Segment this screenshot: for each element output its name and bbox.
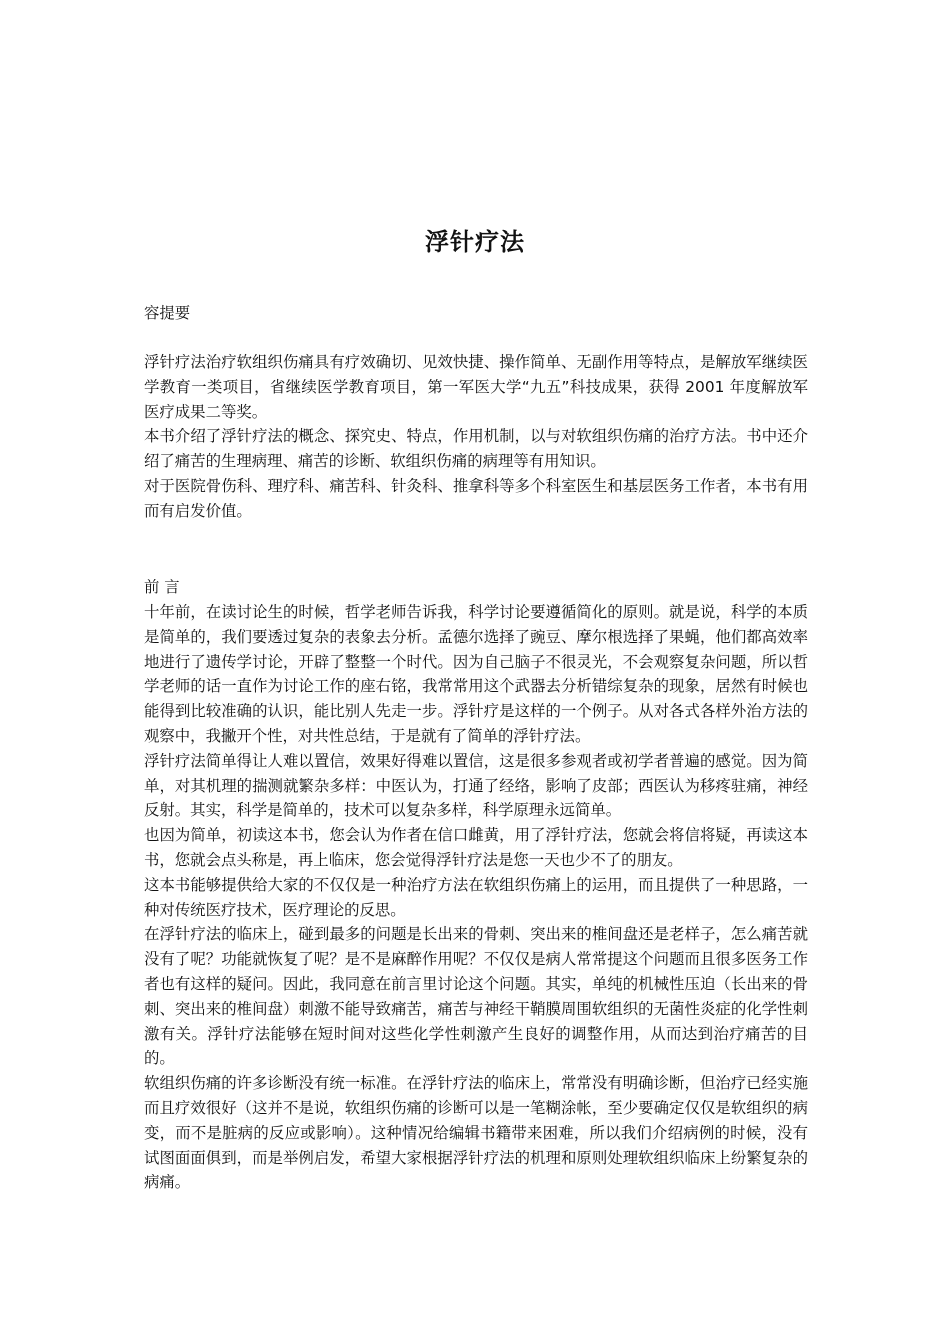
summary-paragraph: 对于医院骨伤科、理疗科、痛苦科、针灸科、推拿科等多个科室医生和基层医务工作者，本书有用而有启发价值。 <box>144 476 808 520</box>
preface-paragraph: 十年前，在读讨论生的时候，哲学老师告诉我，科学讨论要遵循简化的原则。就是说，科学的本质是简单的，我们要透过复杂的表象去分析。孟德尔选择了豌豆、摩尔根选择了果蝇，他们都高效率地进行了遗传学讨论，开辟了整整一个时代。因为自己脑子不很灵光，不会观察复杂问题，所以哲学老师的话一直作为讨论工作的座右铭，我常常用这个武器去分析错综复杂的现象，居然有时候也能得到比较准确的认识，能比别人先走一步。浮针疗是这样的一个例子。从对各式各样外治方法的观察中，我撇开个性，对共性总结，于是就有了简单的浮针疗法。 <box>144 603 808 745</box>
document-title: 浮针疗法 <box>425 228 525 257</box>
preface-paragraph: 也因为简单，初读这本书，您会认为作者在信口雌黄，用了浮针疗法，您就会将信将疑，再读这本书，您就会点头称是，再上临床，您会觉得浮针疗法是您一天也少不了的朋友。 <box>144 826 808 869</box>
summary-section <box>144 350 808 524</box>
preface-paragraph: 软组织伤痛的许多诊断没有统一标准。在浮针疗法的临床上，常常没有明确诊断，但治疗已经实施而且疗效很好（这并不是说，软组织伤痛的诊断可以是一笔糊涂帐，至少要确定仅仅是软组织的病变，而不是脏病的反应或影响）。这种情况给编辑书籍带来困难，所以我们介绍病例的时候，没有试图面面俱到，而是举例启发，希望大家根据浮针疗法的机理和原则处理软组织临床上纷繁复杂的病痛。 <box>144 1074 808 1192</box>
summary-paragraph: 本书介绍了浮针疗法的概念、探究史、特点，作用机制，以与对软组织伤痛的治疗方法。书中还介绍了痛苦的生理病理、痛苦的诊断、软组织伤痛的病理等有用知识。 <box>144 427 808 471</box>
summary-paragraph: 浮针疗法治疗软组织伤痛具有疗效确切、见效快捷、操作简单、无副作用等特点，是解放军继续医学教育一类项目，省继续医学教育项目，第一军医大学“九五”科技成果，获得 2001 年度解放军医疗成果二等奖。 <box>144 353 808 421</box>
preface-paragraph: 这本书能够提供给大家的不仅仅是一种治疗方法在软组织伤痛上的运用，而且提供了一种思路，一种对传统医疗技术，医疗理论的反思。 <box>144 875 808 919</box>
summary-section-heading: 容提要 <box>144 304 191 322</box>
preface-paragraph: 浮针疗法简单得让人难以置信，效果好得难以置信，这是很多参观者或初学者普遍的感觉。因为简单，对其机理的揣测就繁杂多样：中医认为，打通了经络，影响了皮部；西医认为移疼驻痛，神经反射。其实，科学是简单的，技术可以复杂多样，科学原理永远简单。 <box>144 751 808 820</box>
preface-paragraph: 在浮针疗法的临床上，碰到最多的问题是长出来的骨刺、突出来的椎间盘还是老样子，怎么痛苦就没有了呢？功能就恢复了呢？是不是麻醉作用呢？不仅仅是病人常常提这个问题而且很多医务工作者也有这样的疑问。因此，我同意在前言里讨论这个问题。其实，单纯的机械性压迫（长出来的骨刺、突出来的椎间盘）刺激不能导致痛苦，痛苦与神经干鞘膜周围软组织的无菌性炎症的化学性刺激有关。浮针疗法能够在短时间对这些化学性刺激产生良好的调整作用，从而达到治疗痛苦的目的。 <box>144 925 808 1068</box>
preface-section-heading: 前 言 <box>144 578 180 596</box>
preface-section <box>144 600 808 1195</box>
